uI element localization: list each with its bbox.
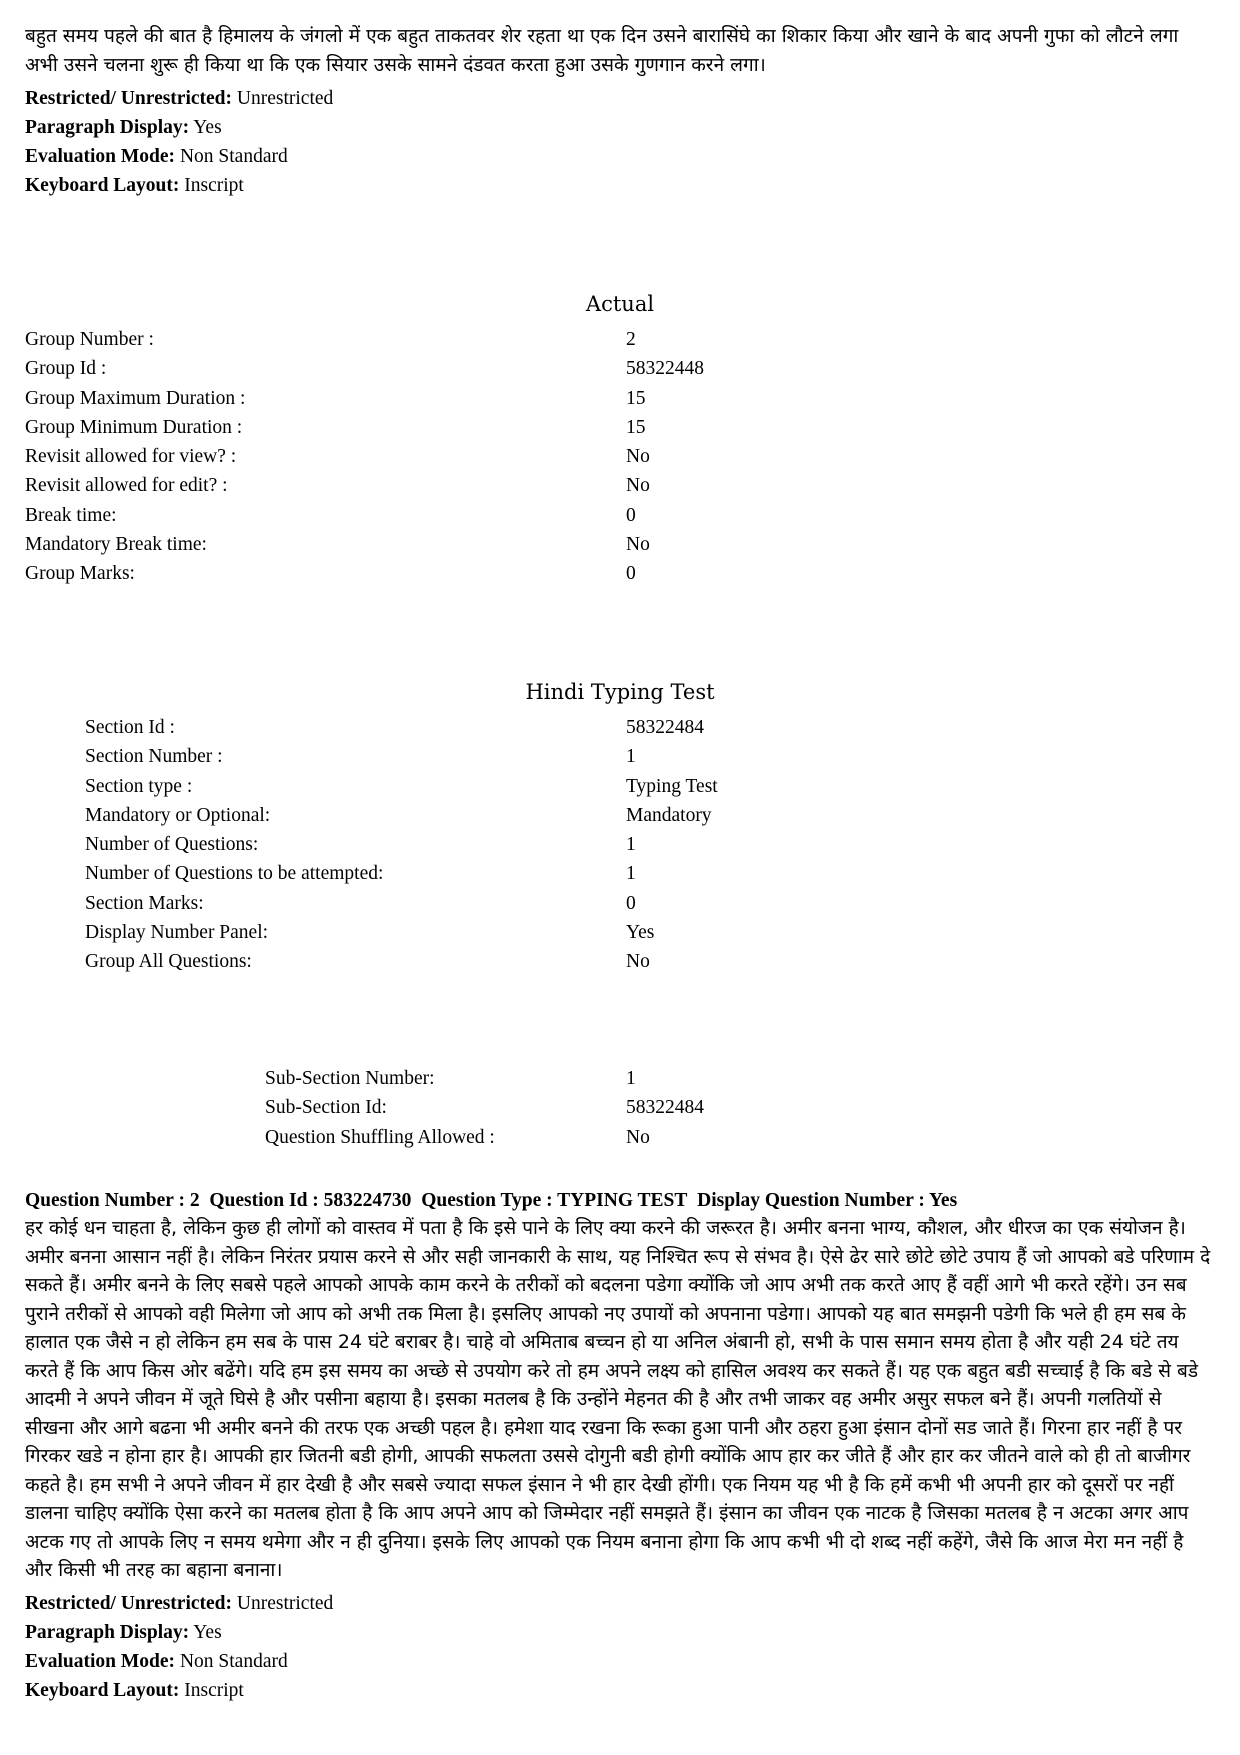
subsection-details: [265, 1064, 1240, 1152]
section-row: [85, 889, 1185, 918]
row-label: Section type :: [85, 775, 193, 797]
group-heading: Actual: [585, 292, 655, 316]
question-type: Question Type : TYPING TEST: [421, 1190, 688, 1211]
display-question-number: Display Question Number : Yes: [697, 1190, 958, 1211]
row-label: Revisit allowed for view? :: [25, 446, 237, 468]
meta-label: Restricted/ Unrestricted:: [25, 88, 233, 109]
row-label: Section Marks:: [85, 892, 204, 914]
section-row: [85, 772, 1185, 801]
row-label: Sub-Section Number:: [265, 1068, 435, 1089]
row-label: Mandatory Break time:: [25, 534, 207, 556]
meta-label: Restricted/ Unrestricted:: [25, 1593, 233, 1614]
section-heading: Hindi Typing Test: [525, 680, 715, 704]
row-value: No: [626, 951, 650, 973]
row-value: No: [626, 1126, 650, 1148]
top-paragraph: बहुत समय पहले की बात है हिमालय के जंगलो में एक बहुत ताकतवर शेर रहता था एक दिन उसने बारासिंघे का शिकार किया और खाने के बाद अपनी गुफा को लौटने लगा अभी उसने चलना शुरू ही किया था कि एक सियार उसके सामने दंडवत करता हुआ उसके गुणगान करने लगा।: [25, 25, 1179, 76]
group-row: [25, 325, 1125, 354]
top-meta: [25, 84, 725, 200]
row-label: Display Number Panel:: [85, 922, 269, 944]
group-row: [25, 471, 1125, 500]
group-row: [25, 530, 1125, 559]
row-label: Number of Questions:: [85, 834, 259, 856]
row-label: Sub-Section Id:: [265, 1097, 387, 1119]
bottom-meta: [25, 1589, 725, 1705]
meta-paragraph-display: [25, 1618, 725, 1647]
section-details: [85, 713, 1185, 977]
meta-value: Yes: [193, 117, 222, 138]
meta-label: Keyboard Layout:: [25, 1680, 180, 1701]
row-value: No: [626, 475, 650, 497]
row-value: No: [626, 534, 650, 556]
meta-value: Unrestricted: [236, 1593, 334, 1614]
row-value: No: [626, 446, 650, 468]
row-value: 58322484: [626, 717, 704, 738]
row-value: 1: [626, 863, 636, 885]
section-row: [85, 830, 1185, 859]
question-paragraph: हर कोई धन चाहता है, लेकिन कुछ ही लोगों को वास्तव में पता है कि इसे पाने के लिए क्या करने की जरूरत है। अमीर बनना भाग्य, कौशल, और धीरज का एक संयोजन है। अमीर बनना आसान नहीं है। लेकिन निरंतर प्रयास करने से और सही जानकारी के साथ, यह निश्चित रूप से संभव है। ऐसे ढेर सारे छोटे छोटे उपाय हैं जो आपको बडे परिणाम दे सकते हैं। अमीर बनने के लिए सबसे पहले आपको आपके काम करने के तरीकों को बदलना पडेगा क्योंकि जो आप अभी तक करते आए हैं वहीं आगे भी करते रहेंगे। उन सब पुराने तरीकों से आपको वही मिलेगा जो आप को अभी तक मिला है। इसलिए आपको नए उपायों को अपनाना पडेगा। आपको यह बात समझनी पडेगी कि भले ही हम सब के हालात एक जैसे न हो लेकिन हम सब के पास 24 घंटे बराबर है। चाहे वो अमिताब बच्चन हो या अनिल अंबानी हो, सभी के पास समान समय होता है और यही 24 घंटे तय करते हैं कि आप किस ओर बढेंगे। यदि हम इस समय का अच्छे से उपयोग करे तो हम अपने लक्ष्य को हासिल अवश्य कर सकते हैं। यह एक बहुत बडी सच्चाई है कि बडे से बडे आदमी ने अपने जीवन में जूते घिसे है और पसीना बहाया है। इसका मतलब है कि उन्होंने मेहनत की है और तभी जाकर वह अमीर असुर सफल बने हैं। अपनी गलतियों से सीखना और आगे बढना भी अमीर बनने की तरफ एक अच्छी पहल है। हमेशा याद रखना कि रूका हुआ पानी और ठहरा हुआ इंसान दोनों सड जाते हैं। गिरना हार नहीं है पर गिरकर खडे न होना हार है। आपकी हार जितनी बडी होगी, आपकी सफलता उससे दोगुनी बडी होगी क्योंकि आप हार कर जीते हैं और हार कर जीतने वाले को ही तो बाजीगर कहते है। हम सभी ने अपने जीवन में हार देखी है और सबसे ज्यादा सफल इंसान ने भी हार देखी होंगी। एक नियम यह भी है कि हमें कभी भी अपनी हार को दूसरों पर नहीं डालना चाहिए क्योंकि ऐसा करने का मतलब होता है कि आप अपने आप को जिम्मेदार नहीं समझते हैं। इंसान का जीवन एक नाटक है जिसका मतलब है न अटका अगर आप अटक गए तो आपके लिए न समय थमेगा और न ही दुनिया। इसके लिए आपको एक नियम बनाना होगा कि आप कभी भी दो शब्द नहीं कहेंगे, जैसे कि आज मेरा मन नहीं है और किसी भी तरह का बहाना बनाना।: [25, 1217, 1211, 1581]
row-value: 0: [626, 563, 636, 585]
group-row: [25, 354, 1125, 383]
row-value: Mandatory: [626, 804, 712, 826]
row-value: 58322448: [626, 358, 704, 380]
meta-label: Evaluation Mode:: [25, 1651, 176, 1672]
row-value: 0: [626, 504, 636, 526]
row-value: 1: [626, 746, 636, 768]
row-value: 58322484: [626, 1097, 704, 1119]
subsection-row: [265, 1093, 1240, 1122]
meta-value: Yes: [193, 1622, 222, 1643]
question-number: Question Number : 2: [25, 1190, 200, 1211]
meta-keyboard-layout: [25, 1676, 725, 1705]
meta-restricted: [25, 1589, 725, 1618]
row-label: Section Id :: [85, 717, 175, 738]
row-value: Yes: [626, 922, 655, 944]
subsection-row: [265, 1123, 1240, 1152]
meta-label: Keyboard Layout:: [25, 175, 180, 196]
row-label: Section Number :: [85, 746, 223, 768]
row-value: 1: [626, 1068, 636, 1089]
row-label: Revisit allowed for edit? :: [25, 475, 228, 497]
group-row: [25, 559, 1125, 588]
row-label: Group Id :: [25, 358, 107, 380]
row-label: Question Shuffling Allowed :: [265, 1126, 495, 1148]
question-header: [25, 1187, 957, 1215]
row-label: Break time:: [25, 504, 117, 526]
meta-value: Inscript: [184, 175, 244, 196]
row-value: Typing Test: [626, 775, 718, 797]
group-row: [25, 442, 1125, 471]
meta-evaluation-mode: [25, 142, 725, 171]
meta-value: Non Standard: [179, 146, 288, 167]
group-row: [25, 384, 1125, 413]
section-row: [85, 742, 1185, 771]
meta-evaluation-mode: [25, 1647, 725, 1676]
section-row: [85, 918, 1185, 947]
meta-label: Paragraph Display:: [25, 117, 190, 138]
row-label: Group Marks:: [25, 563, 135, 585]
section-row: [85, 859, 1185, 888]
meta-label: Evaluation Mode:: [25, 146, 176, 167]
meta-keyboard-layout: [25, 171, 725, 200]
row-label: Group Minimum Duration :: [25, 416, 243, 438]
row-value: 15: [626, 416, 646, 438]
meta-restricted: [25, 84, 725, 113]
meta-value: Unrestricted: [236, 88, 334, 109]
row-value: 0: [626, 892, 636, 914]
row-value: 15: [626, 387, 646, 409]
group-row: [25, 501, 1125, 530]
row-label: Number of Questions to be attempted:: [85, 863, 384, 885]
group-row: [25, 413, 1125, 442]
question-id: Question Id : 583224730: [209, 1190, 412, 1211]
row-value: 1: [626, 834, 636, 856]
row-label: Group Number :: [25, 329, 154, 350]
row-label: Group Maximum Duration :: [25, 387, 246, 409]
subsection-row: [265, 1064, 1240, 1093]
meta-label: Paragraph Display:: [25, 1622, 190, 1643]
section-row: [85, 947, 1185, 976]
meta-value: Non Standard: [179, 1651, 288, 1672]
group-details: [25, 325, 1125, 589]
row-label: Group All Questions:: [85, 951, 252, 973]
meta-value: Inscript: [184, 1680, 244, 1701]
section-row: [85, 801, 1185, 830]
row-label: Mandatory or Optional:: [85, 804, 271, 826]
row-value: 2: [626, 329, 636, 350]
section-row: [85, 713, 1185, 742]
meta-paragraph-display: [25, 113, 725, 142]
